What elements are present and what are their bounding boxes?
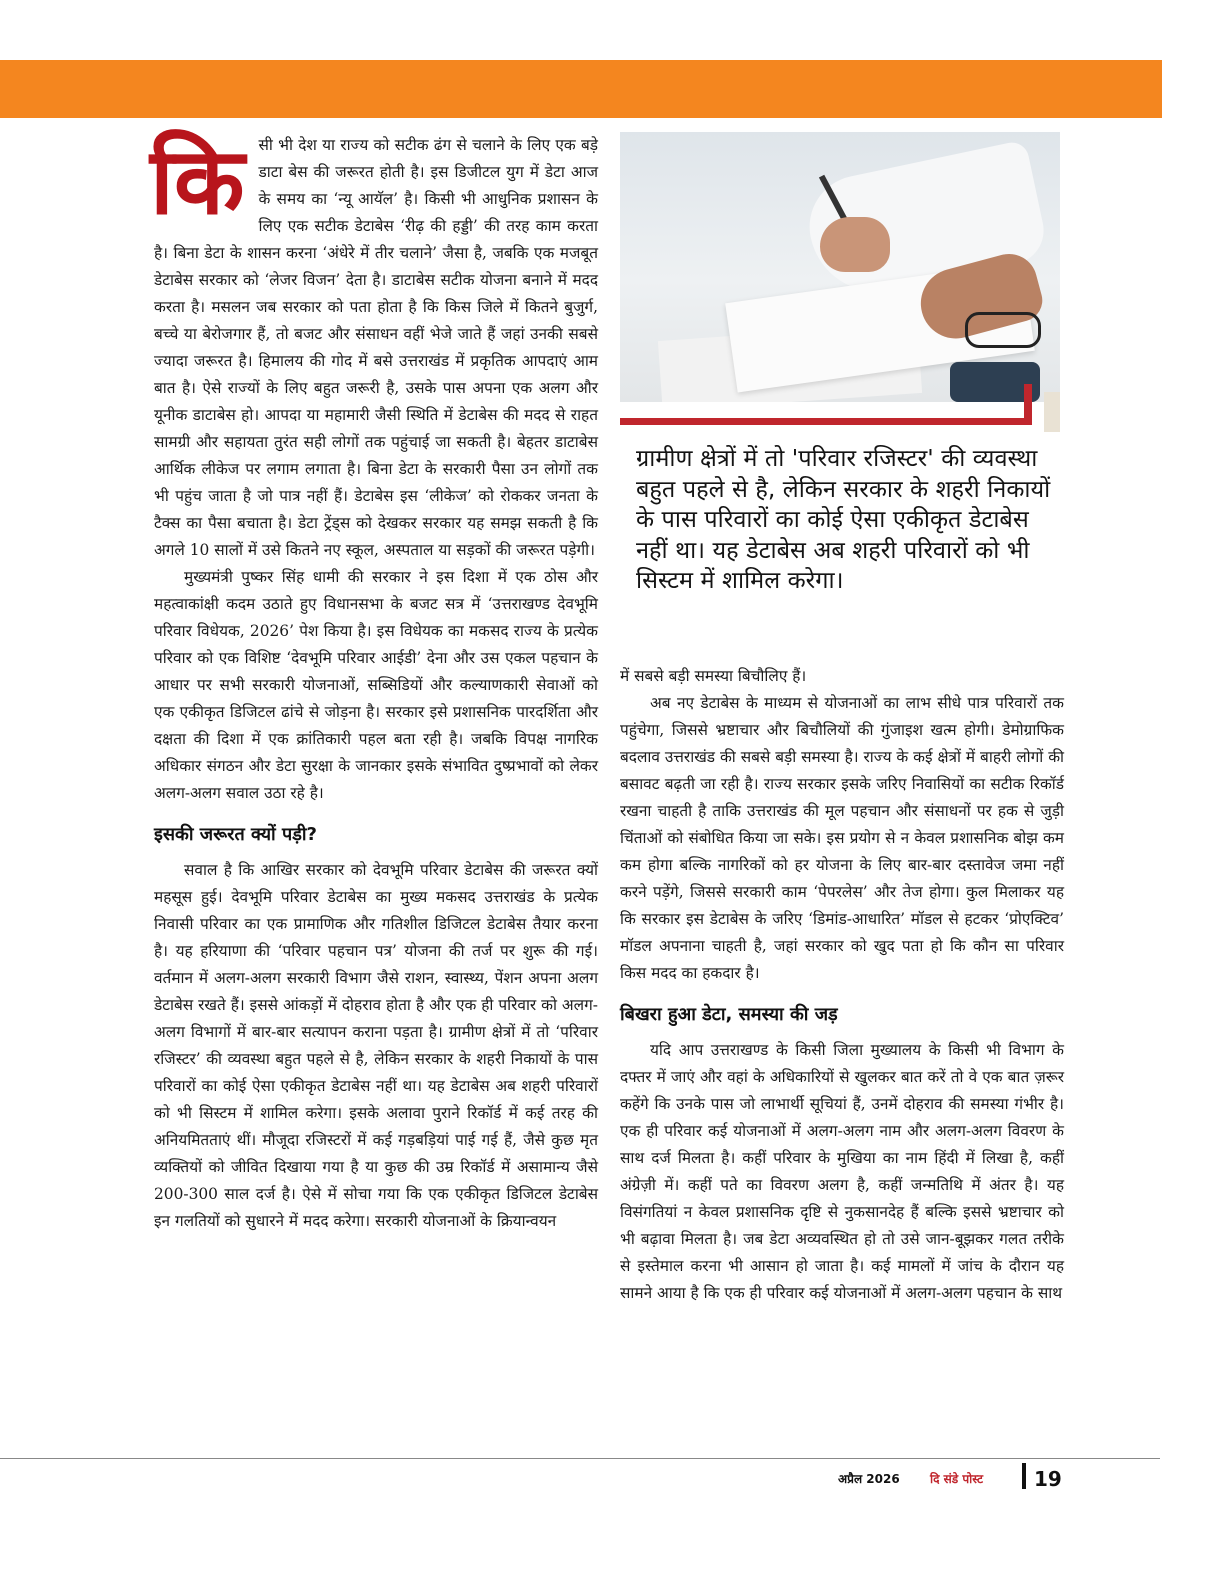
page-number: 19 [1034, 1467, 1062, 1491]
footer-rule [0, 1458, 1160, 1459]
pull-quote: ग्रामीण क्षेत्रों में तो 'परिवार रजिस्टर' की व्यवस्था बहुत पहले से है, लेकिन सरकार के शहरी निकायों के पास परिवारों का कोई ऐसा एकीकृत डेटाबेस नहीं था। यह डेटाबेस अब शहरी परिवारों को भी सिस्टम में शामिल करेगा। [636, 444, 1051, 594]
photo-frame-horizontal [620, 418, 1032, 425]
issue-date: अप्रैल 2026 [838, 1472, 900, 1486]
paragraph-5: यदि आप उत्तराखण्ड के किसी जिला मुख्यालय के किसी भी विभाग के दफ्तर में जाएं और वहां के अधिकारियों से खुलकर बात करें तो वे एक बात ज़रूर कहेंगे कि उनके पास जो लाभार्थी सूचियां हैं, उनमें दोहराव की समस्या गंभीर है। एक ही परिवार कई योजनाओं में अलग-अलग नाम और अलग-अलग विवरण के साथ दर्ज मिलता है। कहीं परिवार के मुखिया का नाम हिंदी में लिखा है, कहीं अंग्रेज़ी में। कहीं पते का विवरण अलग है, कहीं जन्मतिथि में अंतर है। यह विसंगतियां न केवल प्रशासनिक दृष्टि से नुकसानदेह हैं बल्कि इससे भ्रष्टाचार को भी बढ़ावा मिलता है। जब डेटा अव्यवस्थित हो तो उसे जान-बूझकर गलत तरीके से इस्तेमाल करना भी आसान हो जाता है। कई मामलों में जांच के दौरान यह सामने आया है कि एक ही परिवार कई योजनाओं में अलग-अलग पहचान के साथ [620, 1041, 1064, 1302]
intro-paragraph [150, 127, 598, 564]
section-heading-scattered-data: बिखरा हुआ डेटा, समस्या की जड़ [620, 1004, 838, 1025]
article-column-right [620, 663, 1064, 1307]
section-heading-why-needed: इसकी जरूरत क्यों पड़ी? [154, 824, 317, 845]
magazine-name: दि संडे पोस्ट [930, 1472, 984, 1486]
photo-glasses [965, 312, 1041, 348]
paragraph-2: मुख्यमंत्री पुष्कर सिंह धामी की सरकार ने इस दिशा में एक ठोस और महत्वाकांक्षी कदम उठाते हुए विधानसभा के बजट सत्र में ‘उत्तराखण्ड देवभूमि परिवार विधेयक, 2026’ पेश किया है। इस विधेयक का मकसद राज्य के प्रत्येक परिवार को एक विशिष्ट ‘देवभूमि परिवार आईडी’ देना और उस एकल पहचान के आधार पर सभी सरकारी योजनाओं, सब्सिडियों और कल्याणकारी सेवाओं को एक एकीकृत डिजिटल ढांचे से जोड़ना है। सरकार इसे प्रशासनिक पारदर्शिता और दक्षता की दिशा में एक क्रांतिकारी पहल बता रही है। जबकि विपक्ष नागरिक अधिकार संगठन और डेटा सुरक्षा के जानकार इसके संभावित दुष्प्रभावों को लेकर अलग-अलग सवाल उठा रहे है। [154, 568, 598, 802]
continuation-line: में सबसे बड़ी समस्या बिचौलिए हैं। [620, 667, 807, 685]
header-color-band [0, 60, 1162, 118]
paragraph-3: सवाल है कि आखिर सरकार को देवभूमि परिवार डेटाबेस की जरूरत क्यों महसूस हुई। देवभूमि परिवार डेटाबेस का मुख्य मकसद उत्तराखंड के प्रत्येक निवासी परिवार का एक प्रामाणिक और गतिशील डिजिटल डेटाबेस तैयार करना है। यह हरियाणा की ‘परिवार पहचान पत्र’ योजना की तर्ज पर शुरू की गई। वर्तमान में अलग-अलग सरकारी विभाग जैसे राशन, स्वास्थ्य, पेंशन अपना अलग डेटाबेस रखते हैं। इससे आंकड़ों में दोहराव होता है और एक ही परिवार को अलग-अलग विभागों में बार-बार सत्यापन कराना पड़ता है। ग्रामीण क्षेत्रों में तो ‘परिवार रजिस्टर’ की व्यवस्था बहुत पहले से है, लेकिन सरकार के शहरी निकायों के पास परिवारों का कोई ऐसा एकीकृत डेटाबेस नहीं था। यह डेटाबेस अब शहरी परिवारों को भी सिस्टम में शामिल करेगा। इसके अलावा पुराने रिकॉर्ड में कई तरह की अनियमितताएं थीं। मौजूदा रजिस्टरों में कई गड़बड़ियां पाई गई हैं, जैसे कुछ मृत व्यक्तियों को जीवित दिखाया गया है या कुछ की उम्र रिकॉर्ड में असामान्य जैसे 200-300 साल दर्ज है। ऐसे में सोचा गया कि एक एकीकृत डिजिटल डेटाबेस इन गलतियों को सुधारने में मदद करेगा। सरकारी योजनाओं के क्रियान्वयन [154, 861, 598, 1230]
photo-frame-accent [1044, 392, 1060, 432]
footer-divider [1022, 1463, 1026, 1489]
article-photo [620, 132, 1060, 402]
drop-cap: कि [150, 127, 245, 235]
intro-text: सी भी देश या राज्य को सटीक ढंग से चलाने के लिए एक बड़े डाटा बेस की जरूरत होती है। इस डिजीटल युग में डेटा आज के समय का ‘न्यू आयॅल’ है। किसी भी आधुनिक प्रशासन के लिए एक सटीक डेटाबेस ‘रीढ़ की हड्डी’ की तरह काम करता है। बिना डेटा के शासन करना ‘अंधेरे में तीर चलाने’ जैसा है, जबकि एक मजबूत डेटाबेस सरकार को ‘लेजर विजन’ देता है। डाटाबेस सटीक योजना बनाने में मदद करता है। मसलन जब सरकार को पता होता है कि किस जिले में कितने बुजुर्ग, बच्चे या बेरोजगार हैं, तो बजट और संसाधन वहीं भेजे जाते हैं जहां उनकी सबसे ज्यादा जरूरत है। हिमालय की गोद में बसे उत्तराखंड में प्रकृतिक आपदाएं आम बात है। ऐसे राज्यों के लिए बहुत जरूरी है, उसके पास अपना एक अलग और यूनीक डाटाबेस हो। आपदा या महामारी जैसी स्थिति में डेटाबेस की मदद से राहत सामग्री और सहायता तुरंत सही लोगों तक पहुंचाई जा सकती है। बेहतर डाटाबेस आर्थिक लीकेज पर लगाम लगाता है। बिना डेटा के सरकारी पैसा उन लोगों तक भी पहुंच जाता है जो पात्र नहीं हैं। डेटाबेस इस ‘लीकेज’ को रोककर जनता के टैक्स का पैसा बचाता है। डेटा ट्रेंड्स को देखकर सरकार यह समझ सकती है कि अगले 10 सालों में उसे कितने नए स्कूल, अस्पताल या सड़कों की जरूरत पड़ेगी। [154, 136, 598, 559]
paragraph-4: अब नए डेटाबेस के माध्यम से योजनाओं का लाभ सीधे पात्र परिवारों तक पहुंचेगा, जिससे भ्रष्टाचार और बिचौलियों की गुंजाइश खत्म होगी। डेमोग्राफिक बदलाव उत्तराखंड की सबसे बड़ी समस्या है। राज्य के कई क्षेत्रों में बाहरी लोगों की बसावट बढ़ती जा रही है। राज्य सरकार इसके जरिए निवासियों का सटीक रिकॉर्ड रखना चाहती है ताकि उत्तराखंड की मूल पहचान और संसाधनों पर हक से जुड़ी चिंताओं को संबोधित किया जा सके। इस प्रयोग से न केवल प्रशासनिक बोझ कम कम होगा बल्कि नागरिकों को हर योजना के लिए बार-बार दस्तावेज जमा नहीं करने पड़ेंगे, जिससे सरकारी काम ‘पेपरलेस’ और तेज होगा। कुल मिलाकर यह कि सरकार इस डेटाबेस के जरिए ‘डिमांड-आधारित’ मॉडल से हटकर ‘प्रोएक्टिव’ मॉडल अपनाना चाहती है, जहां सरकार को खुद पता हो कि कौन सा परिवार किस मदद का हकदार है। [620, 694, 1064, 982]
article-column-left [150, 127, 598, 1235]
photo-hand-left [820, 217, 890, 272]
